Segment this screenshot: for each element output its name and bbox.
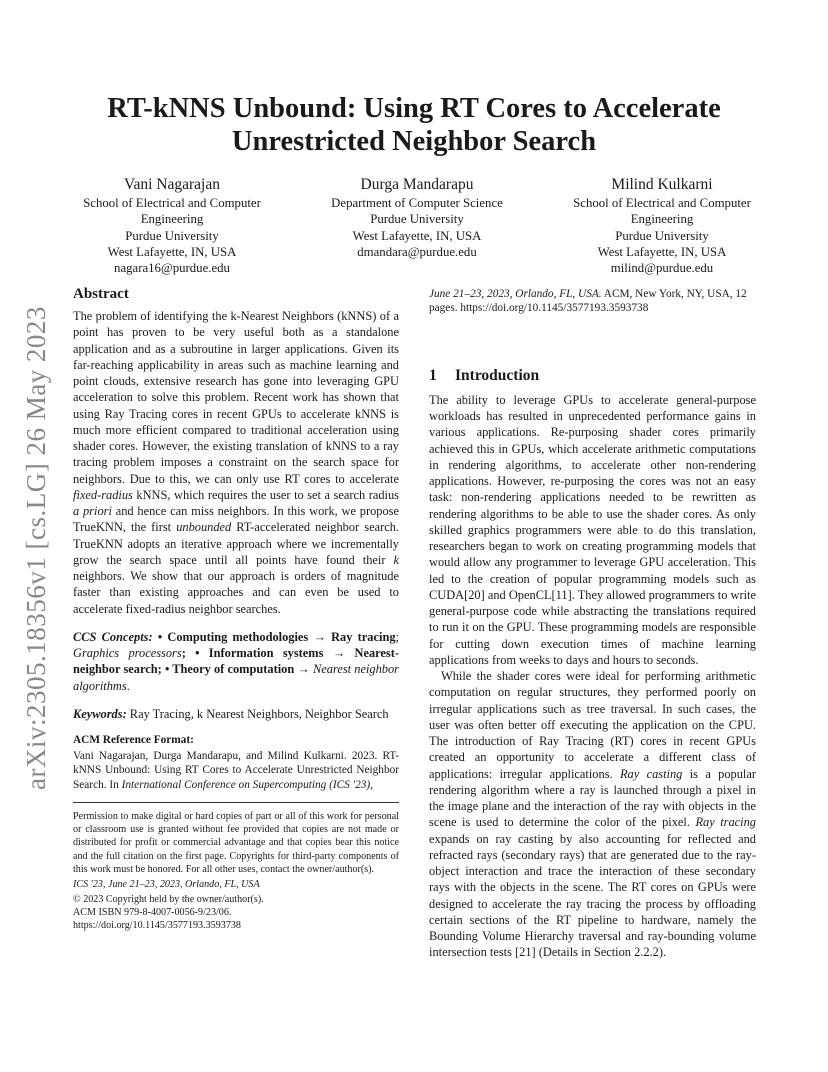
- author-name: Milind Kulkarni: [611, 176, 713, 193]
- abstract-text-segment: RT-accelerated neighbor search. TrueKNN adopts an iterative approach where we incrementally grow the search space until all points have found their: [73, 520, 399, 567]
- isbn-line: ACM ISBN 979-8-4007-0056-9/23/06.: [73, 906, 232, 918]
- author-email: dmandara@purdue.edu: [357, 244, 477, 259]
- reference-rest: ACM, New York, NY, USA, 12 pages. https://doi.org/10.1145/3577193.3593738: [429, 288, 747, 315]
- arxiv-identifier: arXiv:2305.18356v1 [cs.LG] 26 May 2023: [21, 306, 51, 790]
- abstract-emphasis: a priori: [73, 504, 112, 518]
- author-university: Purdue University: [370, 212, 464, 227]
- abstract-emphasis: unbounded: [176, 520, 232, 535]
- title-line-1: RT-kNNS Unbound: Using RT Cores to Accelerate: [107, 93, 721, 124]
- reference-venue: International Conference on Supercomputing (ICS '23),: [121, 778, 373, 791]
- abstract-text-segment: The problem of identifying the k-Nearest Neighbors (kNNS) of a point has proven to be very useful both as a standalone application and as a subroutine in larger applications. Given its far-reaching applicability in areas such as machine learning and point clouds, extensive research has gone into leveraging GPU acceleration to solve this problem. Recent work has shown that using Ray Tracing cores in recent GPUs to accelerate kNNS is much more efficient compared to traditional acceleration using shader cores. However, the existing translation of kNNS to a ray tracing problem imposes a constraint on the search space for neighbors. Due to this, we can only use RT cores to accelerate: [73, 309, 399, 486]
- author-location: West Lafayette, IN, USA: [352, 228, 482, 243]
- conference-text: ICS '23, June 21–23, 2023, Orlando, FL, USA: [73, 878, 260, 890]
- abstract-emphasis: k: [393, 552, 399, 567]
- abstract-text: [73, 308, 399, 617]
- introduction-heading: [429, 366, 756, 386]
- section-title: Introduction: [455, 366, 540, 384]
- author-3: [564, 175, 760, 276]
- author-location: West Lafayette, IN, USA: [107, 244, 237, 259]
- author-block: [74, 175, 760, 276]
- ccs-concept: ; • Information systems → Nearest-neighbor search: [73, 646, 399, 677]
- copyright-line: © 2023 Copyright held by the owner/author(s).: [73, 893, 264, 905]
- permission-notice: Permission to make digital or hard copies of part or all of this work for personal or classroom use is granted without fee provided that copies are not made or distributed for profit or commercial advantage and that copies bear this notice and the full citation on the first page. Copyrights for third-party components of this work must be honored. For all other uses, contact the owner/author(s).: [73, 811, 399, 875]
- intro-paragraph-1: The ability to leverage GPUs to accelerate general-purpose workloads has resulted in unprecedented performance gains in various applications. Re-purposing shader cores primarily achieved this in GPUs, which accelerate arithmetic computations in rendering algorithms, to accelerate other non-rendering applications. However, re-purposing the cores was not an easy task: non-rendering applications needed to be rewritten as rendering algorithms to be able to use the shader cores. As only skilled graphics programmers were able to do this translation, researchers began to work on creating programming models that would allow any programmer to leverage GPU acceleration. This led to the creation of popular programming models such as CUDA[20] and OpenCL[11]. They allowed programmers to write general-purpose code while abstracting the translations required to run it on the GPU. These programming models are responsible for cutting down execution times of machine learning applications from weeks to days and hours to seconds.: [429, 392, 756, 667]
- author-email: milind@purdue.edu: [610, 261, 714, 276]
- ccs-label: CCS Concepts:: [73, 629, 153, 644]
- author-affiliation: Engineering: [140, 212, 204, 227]
- conference-line: [73, 878, 399, 891]
- author-location: West Lafayette, IN, USA: [597, 244, 727, 259]
- author-affiliation: School of Electrical and Computer: [83, 196, 261, 210]
- intro-text-segment: is a popular rendering algorithm where a ray is launched through a pixel in the image plane and the interaction of the ray with objects in the scene is used to determine the color of the pixel.: [429, 766, 757, 830]
- intro-text-segment: expands on ray casting by also accounting for reflected and refracted rays (secondary rays) that are generated due to the ray-object interaction and trace the interaction of these secondary rays with the objects in the scene. The RT cores on GPUs were designed to accelerate the ray tracing the process by offloading certain sections of the RT pipeline to hardware, namely the Bounding Volume Hierarchy traversal and ray-bounding volume intersection tests [21] (Details in Section 2.2.2).: [429, 831, 756, 960]
- abstract-emphasis: fixed-radius: [73, 487, 133, 502]
- author-email: nagara16@purdue.edu: [114, 261, 230, 276]
- author-affiliation: Department of Computer Science: [331, 196, 503, 210]
- intro-paragraph-2: [429, 668, 756, 961]
- author-1: [74, 175, 270, 276]
- author-name: Vani Nagarajan: [124, 176, 220, 193]
- keywords-label: Keywords:: [73, 706, 127, 721]
- intro-emphasis: Ray casting: [619, 766, 683, 781]
- keywords-text: Ray Tracing, k Nearest Neighbors, Neighbor Search: [126, 706, 389, 721]
- ccs-separator: ;: [395, 629, 399, 644]
- reference-text: Vani Nagarajan, Durga Mandarapu, and Milind Kulkarni. 2023. RT-kNNS Unbound: Using RT Cores to Accelerate Unrestricted Neighbor Search. In: [73, 750, 399, 791]
- reference-format-heading: ACM Reference Format:: [73, 734, 194, 746]
- paper-title: [60, 92, 768, 158]
- author-affiliation: Engineering: [630, 212, 694, 227]
- left-column: [73, 284, 399, 932]
- right-column: [429, 287, 756, 961]
- ccs-concept: Nearest neighbor algorithms: [73, 662, 400, 693]
- author-name: Durga Mandarapu: [360, 176, 474, 193]
- author-university: Purdue University: [125, 228, 219, 243]
- section-number: 1: [429, 366, 437, 384]
- footnote-divider: [73, 802, 399, 803]
- keywords: [73, 706, 399, 722]
- intro-text-segment: While the shader cores were ideal for performing arithmetic computation on regular structures, they performed poorly on irregular applications such as tree traversal. In such cases, the user was often better off executing the application on the CPU. The introduction of Ray Tracing (RT) cores in recent GPUs created an opportunity to accelerate a different class of applications: irregular applications.: [429, 669, 756, 781]
- author-university: Purdue University: [615, 228, 709, 243]
- author-2: [324, 175, 510, 276]
- ccs-concept: Graphics processors: [73, 646, 182, 660]
- reference-venue-tail: June 21–23, 2023, Orlando, FL, USA.: [429, 288, 602, 300]
- ccs-concepts: [73, 629, 399, 694]
- abstract-text-segment: and hence can miss neighbors. In this work, we propose TrueKNN, the first: [73, 504, 399, 535]
- ccs-end: .: [126, 678, 130, 693]
- doi-line: https://doi.org/10.1145/3577193.3593738: [73, 919, 241, 931]
- ccs-concept: ; • Theory of computation →: [157, 662, 313, 677]
- abstract-heading: Abstract: [73, 286, 129, 302]
- title-line-2: Unrestricted Neighbor Search: [231, 126, 597, 157]
- intro-emphasis: Ray tracing: [695, 815, 756, 830]
- reference-format-continuation: [429, 287, 756, 316]
- author-affiliation: School of Electrical and Computer: [573, 196, 751, 210]
- ccs-concept: • Computing methodologies → Ray tracing: [152, 629, 396, 644]
- abstract-text-segment: neighbors. We show that our approach is orders of magnitude faster than existing approaches and can even be used to accelerate fixed-radius neighbor searches.: [73, 569, 399, 616]
- abstract-text-segment: kNNS, which requires the user to set a search radius: [132, 487, 399, 502]
- reference-format-text: [73, 749, 399, 792]
